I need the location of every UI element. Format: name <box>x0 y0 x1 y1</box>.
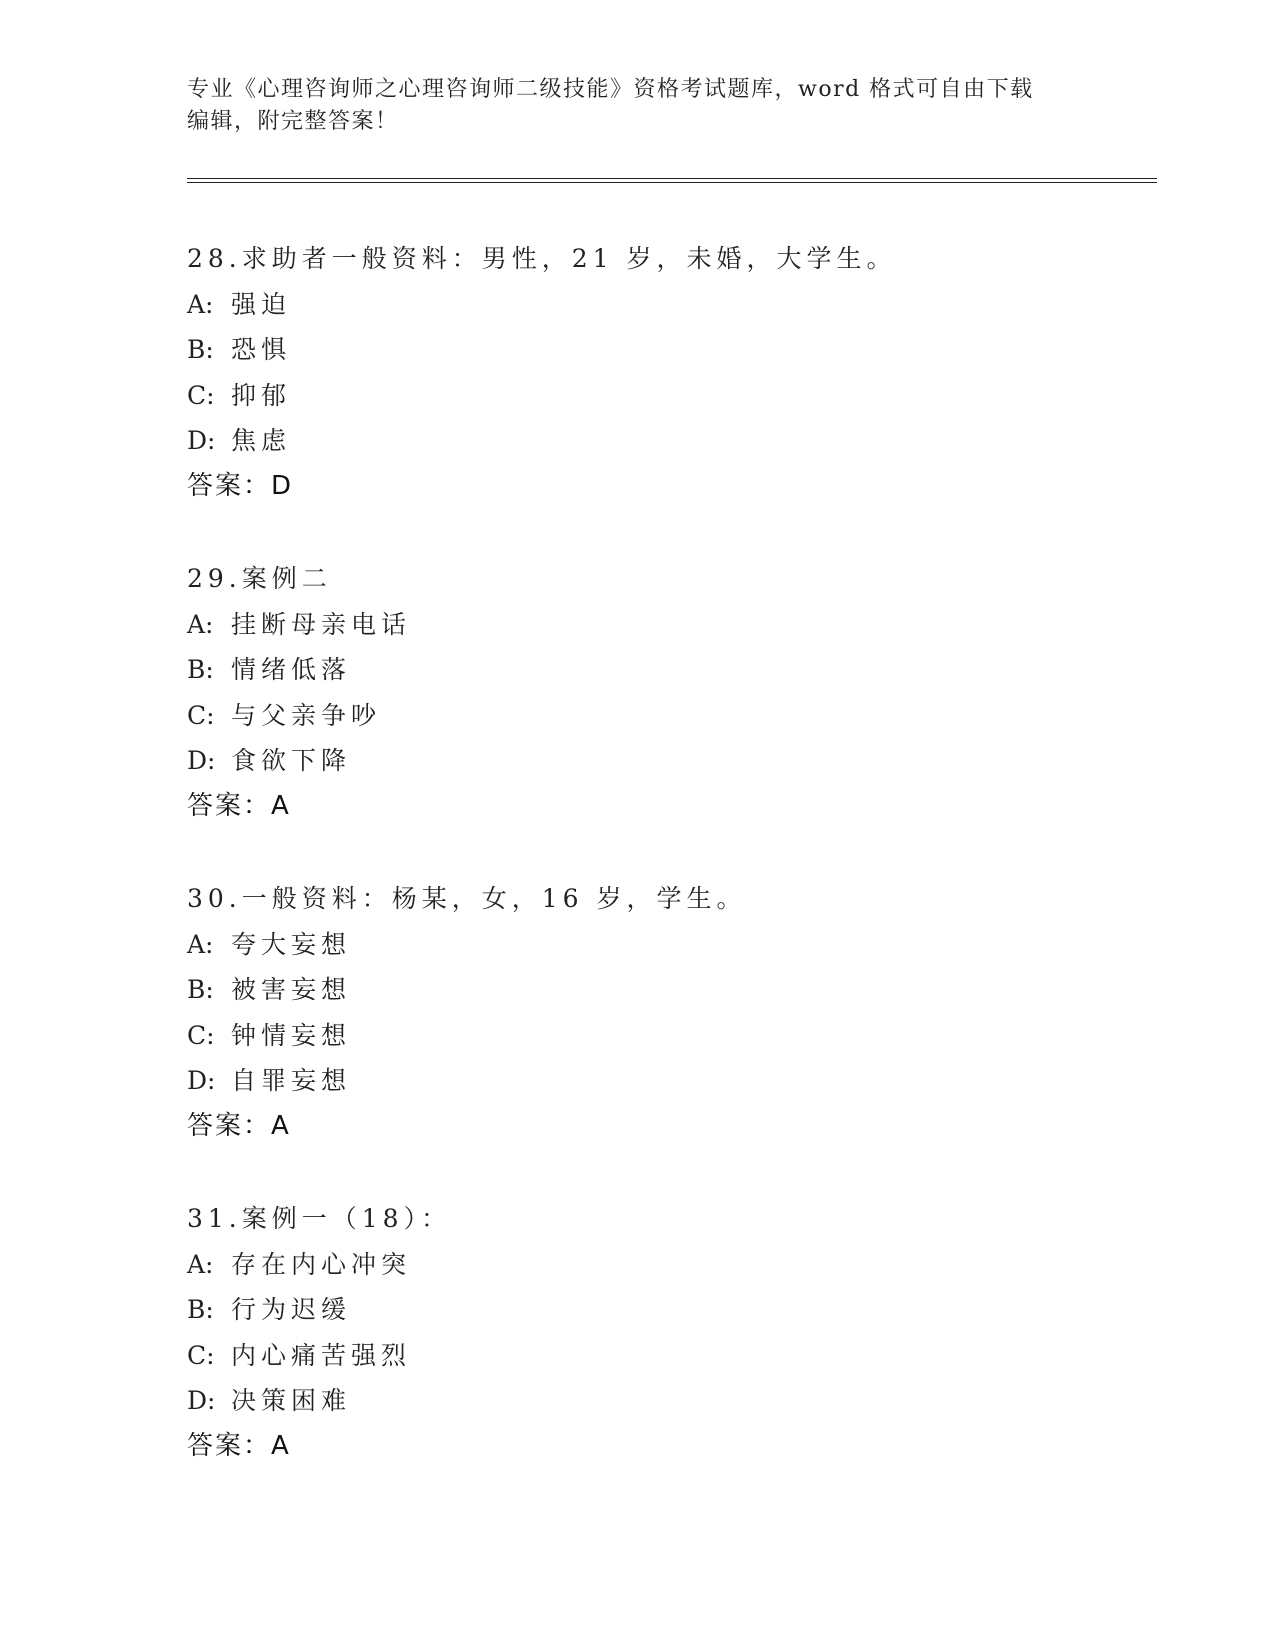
option-text: 情绪低落 <box>231 655 352 684</box>
option-c <box>187 1013 1157 1059</box>
option-letter: C: <box>187 700 215 730</box>
option-letter: C: <box>187 1020 215 1050</box>
option-d <box>187 418 1157 464</box>
option-letter: D: <box>187 1066 216 1095</box>
option-text: 挂断母亲电话 <box>231 609 412 639</box>
option-text: 行为迟缓 <box>231 1295 352 1324</box>
option-letter: D: <box>187 1386 216 1415</box>
question-stem: 30.一般资料：杨某，女，16 岁，学生。 <box>187 884 747 913</box>
option-d <box>187 738 1157 784</box>
header-line-2: 编辑，附完整答案！ <box>187 109 399 134</box>
option-letter: C: <box>187 380 215 410</box>
option-text: 决策困难 <box>231 1386 352 1415</box>
header-line-1: 专业《心理咨询师之心理咨询师二级技能》资格考试题库，word 格式可自由下载 <box>187 77 1034 102</box>
option-b <box>187 327 1157 373</box>
question-stem: 29.案例二 <box>187 564 332 593</box>
option-text: 自罪妄想 <box>231 1066 352 1095</box>
option-c <box>187 1333 1157 1379</box>
answer-line: 答案：A <box>187 1430 291 1461</box>
question-31 <box>187 1196 1157 1516</box>
answer-line: 答案：D <box>187 470 294 501</box>
question-29 <box>187 556 1157 876</box>
option-text: 钟情妄想 <box>231 1020 352 1050</box>
option-text: 存在内心冲突 <box>231 1249 412 1279</box>
option-letter: A: <box>187 1249 214 1279</box>
option-letter: B: <box>187 975 214 1004</box>
option-text: 被害妄想 <box>231 975 352 1004</box>
option-letter: B: <box>187 655 214 684</box>
option-b <box>187 647 1157 693</box>
option-letter: D: <box>187 746 216 775</box>
option-a <box>187 922 1157 968</box>
option-a <box>187 602 1157 648</box>
option-letter: A: <box>187 289 214 319</box>
option-c <box>187 693 1157 739</box>
option-letter: A: <box>187 609 214 639</box>
option-c <box>187 373 1157 419</box>
option-text: 恐惧 <box>231 335 292 364</box>
option-letter: B: <box>187 335 214 364</box>
option-d <box>187 1058 1157 1104</box>
question-stem: 28.求助者一般资料：男性，21 岁，未婚，大学生。 <box>187 244 897 273</box>
question-30 <box>187 876 1157 1196</box>
option-letter: C: <box>187 1340 215 1370</box>
document-header <box>187 74 1067 138</box>
question-28 <box>187 236 1157 556</box>
option-b <box>187 1287 1157 1333</box>
option-text: 焦虑 <box>231 426 292 455</box>
option-letter: D: <box>187 426 216 455</box>
header-double-rule <box>187 178 1157 183</box>
question-list <box>187 236 1157 1516</box>
option-d <box>187 1378 1157 1424</box>
answer-line: 答案：A <box>187 1110 291 1141</box>
option-text: 与父亲争吵 <box>231 700 382 730</box>
option-text: 夸大妄想 <box>231 929 352 959</box>
option-letter: B: <box>187 1295 214 1324</box>
question-stem: 31.案例一（18）： <box>187 1204 452 1233</box>
option-b <box>187 967 1157 1013</box>
option-text: 食欲下降 <box>231 746 352 775</box>
option-letter: A: <box>187 929 214 959</box>
option-text: 强迫 <box>231 289 292 319</box>
answer-line: 答案：A <box>187 790 291 821</box>
option-text: 抑郁 <box>231 380 292 410</box>
option-a <box>187 1242 1157 1288</box>
option-a <box>187 282 1157 328</box>
option-text: 内心痛苦强烈 <box>231 1340 412 1370</box>
